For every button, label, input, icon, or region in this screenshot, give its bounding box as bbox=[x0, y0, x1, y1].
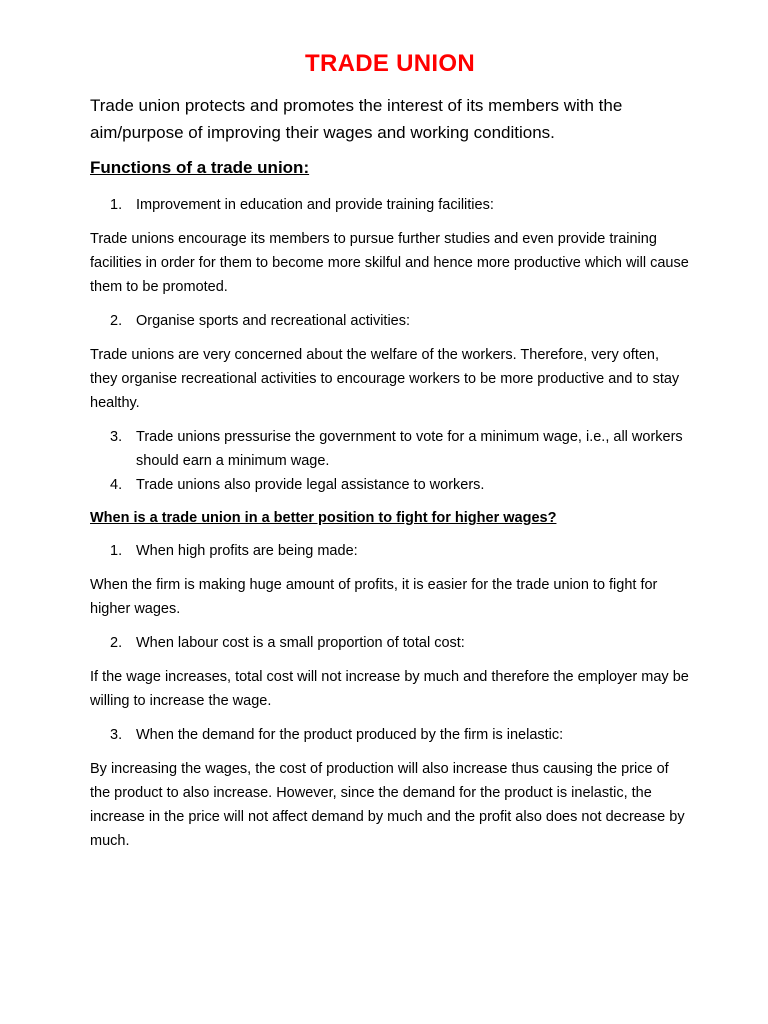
functions-heading: Functions of a trade union: bbox=[90, 158, 310, 177]
wages-item-2 bbox=[90, 631, 690, 655]
intro-paragraph: Trade union protects and promotes the interest of its members with the aim/purpose of improving their wages and working conditions. bbox=[90, 96, 623, 142]
list-number: 3. bbox=[110, 727, 123, 743]
wages-paragraph-3: By increasing the wages, the cost of production will also increase thus causing the price of the product to also increase. However, since the demand for the product is inelastic, the increase in the price will not affect demand by much and the profit also does not decrease by much. bbox=[90, 761, 685, 849]
list-number: 4. bbox=[110, 477, 123, 493]
list-item-text: When high profits are being made: bbox=[136, 543, 358, 559]
wages-item-1 bbox=[90, 539, 690, 563]
function-item-3 bbox=[90, 425, 690, 473]
function-item-1 bbox=[90, 193, 690, 217]
list-number: 3. bbox=[110, 429, 123, 445]
function-item-4 bbox=[90, 473, 690, 497]
wages-paragraph-2: If the wage increases, total cost will not increase by much and therefore the employer may be willing to increase the wage. bbox=[90, 669, 689, 709]
list-number: 1. bbox=[110, 543, 123, 559]
list-item-text: Organise sports and recreational activities: bbox=[136, 313, 411, 329]
list-item-text: When labour cost is a small proportion of total cost: bbox=[136, 635, 465, 651]
document-page bbox=[90, 50, 690, 863]
function-item-2 bbox=[90, 309, 690, 333]
list-number: 2. bbox=[110, 635, 123, 651]
list-number: 1. bbox=[110, 197, 123, 213]
function-paragraph-1: Trade unions encourage its members to pursue further studies and even provide training facilities in order for them to become more skilful and hence more productive which will cause them to be promoted. bbox=[90, 231, 689, 295]
list-item-text: When the demand for the product produced by the firm is inelastic: bbox=[136, 727, 564, 743]
list-item-text: Improvement in education and provide training facilities: bbox=[136, 197, 494, 213]
list-item-text: Trade unions pressurise the government to vote for a minimum wage, i.e., all workers should earn a minimum wage. bbox=[136, 429, 683, 469]
document-title: TRADE UNION bbox=[305, 50, 475, 77]
wages-item-3 bbox=[90, 723, 690, 747]
wages-paragraph-1: When the firm is making huge amount of profits, it is easier for the trade union to fight for higher wages. bbox=[90, 577, 658, 617]
list-number: 2. bbox=[110, 313, 123, 329]
wages-heading: When is a trade union in a better position to fight for higher wages? bbox=[90, 510, 557, 526]
function-paragraph-2: Trade unions are very concerned about the welfare of the workers. Therefore, very often, they organise recreational activities to encourage workers to be more productive and to stay healthy. bbox=[90, 347, 680, 411]
list-item-text: Trade unions also provide legal assistance to workers. bbox=[136, 477, 485, 493]
